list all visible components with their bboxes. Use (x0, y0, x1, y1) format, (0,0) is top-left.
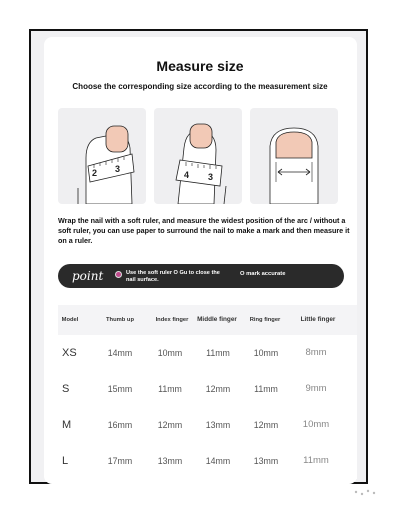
middle-value: 11mm (206, 348, 230, 358)
index-ruler-illustration (154, 108, 242, 204)
size-label: L (62, 455, 69, 467)
header-thumb: Thumb up (105, 317, 134, 323)
page-title: Measure size (156, 58, 244, 74)
ring-value: 10mm (253, 348, 279, 358)
header-index: Index finger (155, 317, 189, 323)
index-value: 11mm (158, 384, 182, 394)
little-value: 10mm (302, 419, 330, 430)
little-value: 8mm (305, 347, 327, 358)
ruler-number: 3 (115, 164, 121, 174)
page-subtitle: Choose the corresponding size according to the measurement size (72, 82, 328, 91)
little-value: 11mm (303, 455, 329, 466)
ring-value: 11mm (254, 384, 278, 394)
point-tip-text-secondary: O mark accurate (240, 271, 286, 277)
table-row (58, 407, 357, 443)
size-table (58, 305, 357, 495)
point-tip-text: Use the soft ruler O Gu to close the nail surface. (126, 270, 220, 283)
middle-value: 13mm (205, 420, 231, 430)
header-little: Little finger (300, 316, 336, 323)
table-row (58, 335, 357, 371)
ring-value: 12mm (253, 420, 279, 430)
thumb-ruler-illustration (58, 108, 146, 204)
table-row (58, 443, 357, 479)
index-value: 12mm (157, 420, 183, 430)
index-value: 13mm (157, 456, 183, 466)
middle-value: 14mm (205, 456, 231, 466)
thumb-value: 17mm (107, 456, 133, 466)
index-value: 10mm (157, 348, 183, 358)
point-label: point (72, 269, 104, 283)
header-ring: Ring finger (249, 317, 281, 323)
thumb-value: 15mm (107, 384, 133, 394)
size-label: XS (62, 347, 77, 359)
measurement-instructions: Wrap the nail with a soft ruler, and measure the widest position of the arc / without a soft ruler, you can use paper to surround the nail to make a mark and then measure it on a ruler. (58, 216, 350, 245)
size-label: M (62, 419, 72, 431)
ring-value: 13mm (253, 456, 279, 466)
nail-width-illustration (250, 108, 338, 204)
header-middle: Middle finger (197, 316, 237, 323)
decorative-dots-icon (350, 478, 380, 498)
header-model: Model (61, 317, 79, 323)
table-header-row (58, 305, 357, 335)
point-tip-bar (58, 264, 344, 288)
middle-value: 12mm (205, 384, 231, 394)
thumb-value: 16mm (107, 420, 133, 430)
ruler-number: 2 (92, 168, 98, 178)
ruler-number: 3 (208, 172, 214, 182)
table-row (58, 371, 357, 407)
thumb-value: 14mm (107, 348, 133, 358)
size-label: S (62, 383, 70, 395)
ruler-number: 4 (184, 170, 190, 180)
bullet-dot-icon (115, 271, 122, 278)
little-value: 9mm (305, 383, 327, 394)
